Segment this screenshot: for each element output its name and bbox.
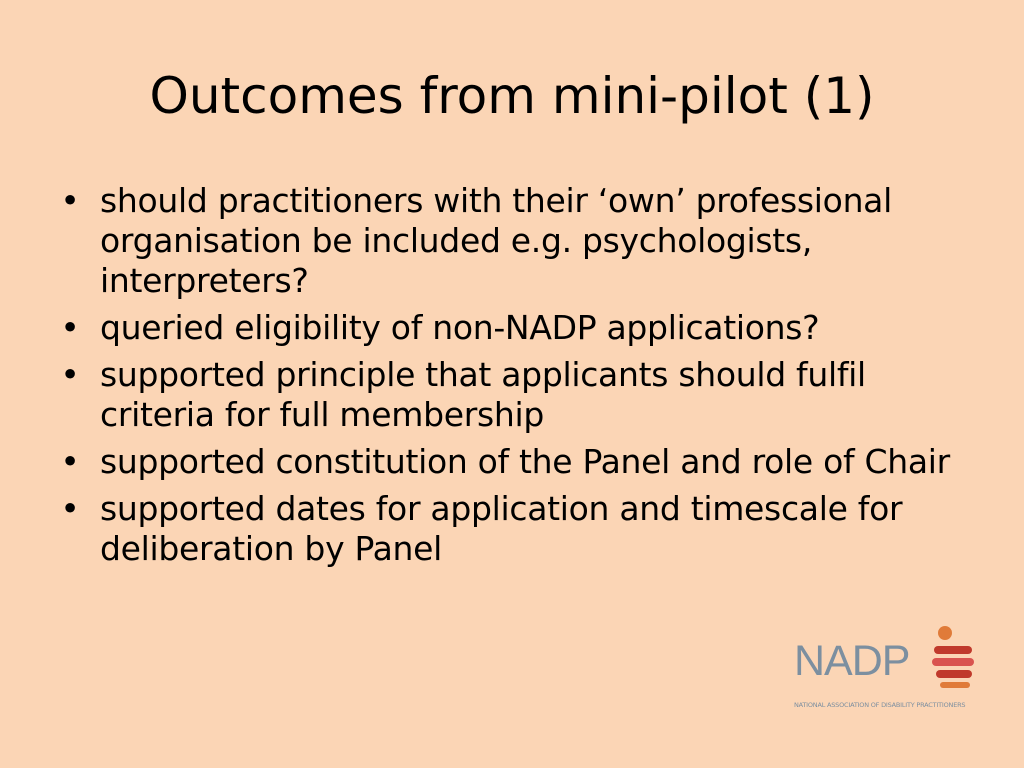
bullet-text: should practitioners with their ‘own’ professional organisation be included e.g. psychologists, interpreters? — [100, 181, 892, 300]
bullet-list — [56, 181, 976, 576]
logo-bar-shape — [940, 682, 970, 688]
bullet-item — [56, 181, 976, 301]
logo-wordmark: NADP — [794, 637, 910, 685]
bullet-text: queried eligibility of non-NADP applications? — [100, 308, 820, 347]
logo-tagline: NATIONAL ASSOCIATION OF DISABILITY PRACTITIONERS — [794, 701, 966, 709]
bullet-dot: • — [60, 181, 80, 220]
bullet-item — [56, 355, 976, 435]
slide-title: Outcomes from mini-pilot (1) — [149, 67, 875, 125]
bullet-text: supported constitution of the Panel and role of Chair — [100, 442, 950, 481]
bullet-item — [56, 489, 976, 569]
bullet-item — [56, 308, 976, 348]
bullet-text: supported principle that applicants should fulfil criteria for full membership — [100, 355, 866, 434]
bullet-dot: • — [60, 442, 80, 481]
logo-bar-shape — [932, 658, 974, 666]
nadp-logo — [790, 624, 980, 714]
logo-figure-icon — [928, 624, 978, 690]
logo-bar-shape — [936, 670, 972, 678]
bullet-dot: • — [60, 308, 80, 347]
logo-head-shape — [938, 626, 952, 640]
bullet-dot: • — [60, 355, 80, 394]
bullet-dot: • — [60, 489, 80, 528]
bullet-item — [56, 442, 976, 482]
bullet-text: supported dates for application and timescale for deliberation by Panel — [100, 489, 903, 568]
logo-bar-shape — [934, 646, 972, 654]
